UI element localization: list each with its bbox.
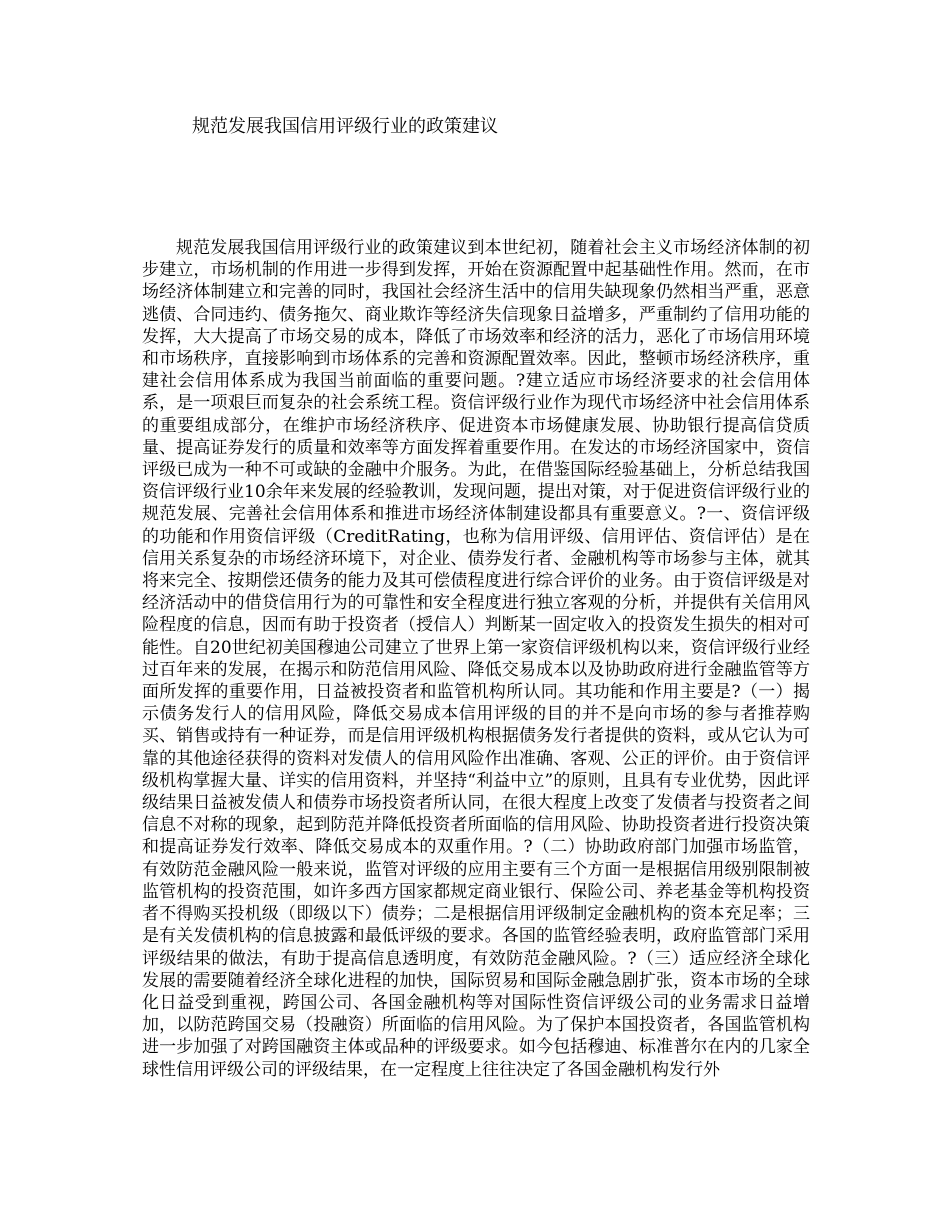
document-body-paragraph: 规范发展我国信用评级行业的政策建议到本世纪初，随着社会主义市场经济体制的初步建立，市场机制的作用进一步得到发挥，开始在资源配置中起基础性作用。然而，在市场经济体制建立和完善的同时，我国社会经济生活中的信用失缺现象仍然相当严重，恶意逃债、合同违约、债务拖欠、商业欺诈等经济失信现象日益增多，严重制约了信用功能的发挥，大大提高了市场交易的成本，降低了市场效率和经济的活力，恶化了市场信用环境和市场秩序，直接影响到市场体系的完善和资源配置效率。因此，整顿市场经济秩序，重建社会信用体系成为我国当前面临的重要问题。?建立适应市场经济要求的社会信用体系，是一项艰巨而复杂的社会系统工程。资信评级行业作为现代市场经济中社会信用体系的重要组成部分，在维护市场经济秩序、促进资本市场健康发展、协助银行提高信贷质量、提高证券发行的质量和效率等方面发挥着重要作用。在发达的市场经济国家中，资信评级已成为一种不可或缺的金融中介服务。为此，在借鉴国际经验基础上，分析总结我国资信评级行业10余年来发展的经验教训，发现问题，提出对策，对于促进资信评级行业的规范发展、完善社会信用体系和推进市场经济体制建设都具有重要意义。?一、资信评级的功能和作用资信评级（CreditRating，也称为信用评级、信用评估、资信评估）是在信用关系复杂的市场经济环境下，对企业、债券发行者、金融机构等市场参与主体，就其将来完全、按期偿还债务的能力及其可偿债程度进行综合评价的业务。由于资信评级是对经济活动中的借贷信用行为的可靠性和安全程度进行独立客观的分析，并提供有关信用风险程度的信息，因而有助于投资者（授信人）判断某一固定收入的投资发生损失的相对可能性。自20世纪初美国穆迪公司建立了世界上第一家资信评级机构以来，资信评级行业经过百年来的发展，在揭示和防范信用风险、降低交易成本以及协助政府进行金融监管等方面所发挥的重要作用，日益被投资者和监管机构所认同。其功能和作用主要是?（一）揭示债务发行人的信用风险，降低交易成本信用评级的目的并不是向市场的参与者推荐购买、销售或持有一种证券，而是信用评级机构根据债务发行者提供的资料，或从它认为可靠的其他途径获得的资料对发债人的信用风险作出准确、客观、公正的评价。由于资信评级机构掌握大量、详实的信用资料，并坚持“利益中立”的原则，且具有专业优势，因此评级结果日益被发债人和债券市场投资者所认同，在很大程度上改变了发债者与投资者之间信息不对称的现象，起到防范并降低投资者所面临的信用风险、协助投资者进行投资决策和提高证券发行效率、降低交易成本的双重作用。?（二）协助政府部门加强市场监管，有效防范金融风险一般来说，监管对评级的应用主要有三个方面一是根据信用级别限制被监管机构的投资范围，如许多西方国家都规定商业银行、保险公司、养老基金等机构投资者不得购买投机级（即级以下）债券；二是根据信用评级制定金融机构的资本充足率；三是有关发债机构的信息披露和最低评级的要求。各国的监管经验表明，政府监管部门采用评级结果的做法，有助于提高信息透明度，有效防范金融风险。?（三）适应经济全球化发展的需要随着经济全球化进程的加快，国际贸易和国际金融急剧扩张，资本市场的全球化日益受到重视，跨国公司、各国金融机构等对国际性资信评级公司的业务需求日益增加，以防范跨国交易（投融资）所面临的信用风险。为了保护本国投资者，各国监管机构进一步加强了对跨国融资主体或品种的评级要求。如今包括穆迪、标准普尔在内的几家全球性信用评级公司的评级结果，在一定程度上往往决定了各国金融机构发行外	[142, 238, 810, 1080]
document-title: 规范发展我国信用评级行业的政策建议	[192, 116, 498, 137]
